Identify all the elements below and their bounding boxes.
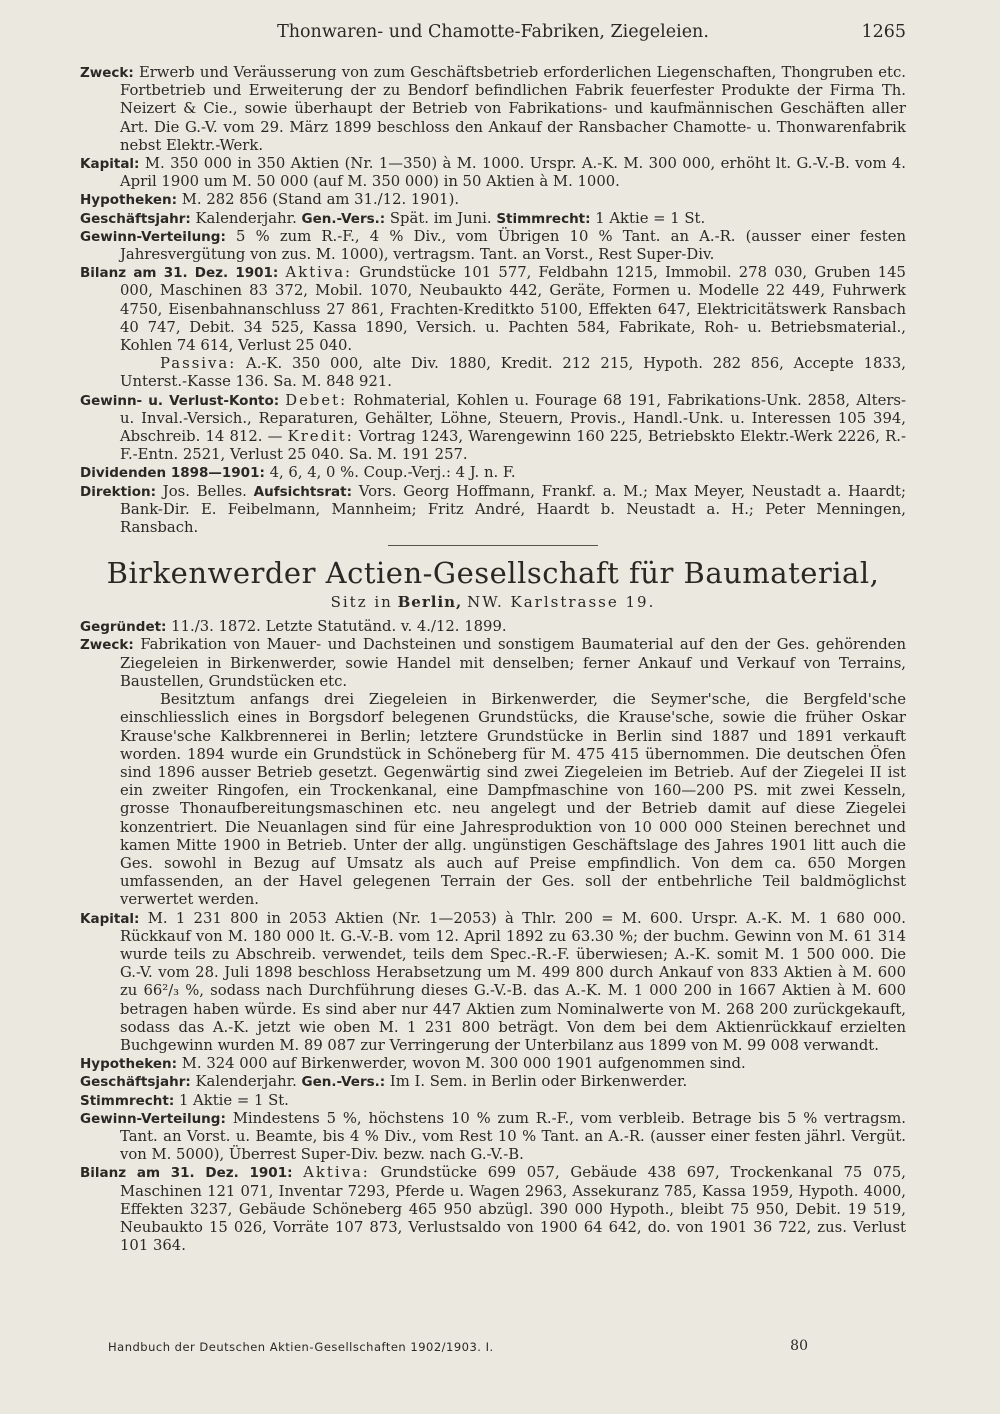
zweck-text: Fabrikation von Mauer- und Dachsteinen und sonstigem Baumaterial auf den der Ges. gehörenden Ziegeleien in Birkenwerder, sowie Handel mit denselben; ferner Ankauf und Verkauf von Terrains, Baustellen, Grundstücken etc. [120,636,906,690]
aktiva-label: Aktiva: [285,264,353,282]
direktion-label: Direktion: [80,483,156,500]
kapital-label: Kapital: [80,910,140,927]
genvers-text: Spät. im Juni. [389,209,492,227]
hypotheken-text: M. 282 856 (Stand am 31./12. 1901). [181,191,460,209]
direktion-text: Jos. Belles. [162,482,247,500]
kapital-text: M. 350 000 in 350 Aktien (Nr. 1—350) à M. 1000. Urspr. A.-K. M. 300 000, erhöht lt. G.-V.-B. vom 4. April 1900 um M. 50 000 (auf M. 350 000) in 50 Aktien à M. 1000. [120,155,906,191]
entry1-hypotheken [80,191,906,209]
entry1-gewinn [80,228,906,264]
entry2-bilanz [80,1164,906,1255]
entry1-dividenden [80,464,906,482]
zweck-label: Zweck: [80,637,134,654]
signature-mark: 80 [790,1338,808,1354]
stimmrecht-label: Stimmrecht: [80,1092,175,1109]
sitz-address: NW. Karlstrasse 19. [467,593,656,612]
bilanz-label: Bilanz am 31. Dez. 1901: [80,1165,293,1182]
aufsichtsrat-text: Vors. Georg Hoffmann, Frankf. a. M.; Max Meyer, Neustadt a. Haardt; Bank-Dir. E. Feibelmann, Mannheim; Fritz André, Haardt b. Neustadt a. H.; Peter Menningen, Ransbach. [120,482,906,537]
running-header [80,22,906,50]
page-body [80,64,906,1255]
geschaeftsjahr-label: Geschäftsjahr: [80,210,191,227]
running-title: Thonwaren- und Chamotte-Fabriken, Ziegeleien. [277,22,709,42]
entry2-gewinn [80,1110,906,1165]
dividenden-label: Dividenden 1898—1901: [80,465,265,482]
company-seat [80,592,906,612]
entry1-bilanz [80,264,906,355]
entry2-kapital [80,910,906,1056]
gegruendet-text: 11./3. 1872. Letzte Statutänd. v. 4./12. 1899. [171,618,507,636]
entry2-gegruendet [80,618,906,636]
entry2-zweck [80,636,906,691]
dividenden-text: 4, 6, 4, 0 %. Coup.-Verj.: 4 J. n. F. [269,464,516,482]
genvers-text: Im I. Sem. in Berlin oder Birkenwerder. [389,1073,688,1091]
section-divider [388,545,598,546]
aufsichtsrat-label: Aufsichtsrat: [253,483,352,500]
publication-line: Handbuch der Deutschen Aktien-Gesellschaften 1902/1903. I. [108,1340,494,1354]
kapital-text: M. 1 231 800 in 2053 Aktien (Nr. 1—2053) à Thlr. 200 = M. 600. Urspr. A.-K. M. 1 680 000. Rückkauf von M. 180 000 lt. G.-V.-B. vom 12. April 1892 zu 63.30 %; der buchm. Gewinn von M. 61 314 wurde teils zu Abschreib. verwendet, teils dem Spec.-R.-F. überwiesen; A.-K. somit M. 1 500 000. Die G.-V. vom 28. Juli 1898 beschloss Herabsetzung um M. 499 800 durch Ankauf von 833 Aktien à M. 600 zu 66²/₃ %, sodass nach Durchführung dieses G.-V.-B. das A.-K. M. 1 000 200 in 1667 Aktien à M. 600 betragen haben würde. Es sind aber nur 447 Aktien zum Nominalwerte von M. 268 200 zurückgekauft, sodass das A.-K. jetzt wie oben M. 1 231 800 beträgt. Von dem bei dem Aktienrückkauf erzielten Buchgewinn wurden M. 89 087 zur Verringerung der Unterbilanz aus 1899 von M. 99 008 verwandt. [120,909,906,1054]
entry1-guv [80,392,906,465]
besitztum-text: Besitztum anfangs drei Ziegeleien in Birkenwerder, die Seymer'sche, die Bergfeld'sche einschliesslich eines in Borgsdorf belegenen Grundstücks, die Krause'sche, sowie die früher Oskar Krause'sche Kalkbrennerei in Berlin; letztere Grundstücke in Berlin sind 1887 und 1891 verkauft worden. 1894 wurde ein Grundstück in Schöneberg für M. 475 415 übernommen. Die deutschen Öfen sind 1896 ausser Betrieb gesetzt. Gegenwärtig sind zwei Ziegeleien im Betrieb. Auf der Ziegelei II ist ein zweiter Ringofen, ein Trockenkanal, eine Dampfmaschine von 160—200 PS. mit zwei Kesseln, grosse Thonaufbereitungsmaschinen etc. neu angelegt und der Betrieb damit auf diese Ziegelei konzentriert. Die Neuanlagen sind für eine Jahresproduktion von 10 000 000 Steinen berechnet und kamen Mitte 1900 in Betrieb. Unter der allg. ungünstigen Geschäftslage des Jahres 1901 litt auch die Ges. sowohl in Bezug auf Umsatz als auch auf Preise empfindlich. Von dem ca. 650 Morgen umfassenden, an der Havel gelegenen Terrain der Ges. soll der entbehrliche Teil baldmöglichst verwertet werden. [120,691,906,909]
aktiva-text: Grundstücke 699 057, Gebäude 438 697, Trockenkanal 75 075, Maschinen 121 071, Inventar 7293, Pferde u. Wagen 2963, Assekuranz 785, Kassa 1959, Hypoth. 4000, Effekten 3237, Gebäude Schöneberg 465 950 abzügl. 390 000 Hypoth., bleibt 75 950, Debit. 19 519, Neubaukto 15 026, Vorräte 107 873, Verlustsaldo von 1900 64 642, do. von 1901 36 722, zus. Verlust 101 364. [120,1164,906,1255]
company-title: Birkenwerder Actien-Gesellschaft für Baumaterial, [106,556,880,591]
debet-label: Debet: [285,391,348,409]
stimmrecht-label: Stimmrecht: [496,210,591,227]
page-footer [108,1340,808,1360]
zweck-text: Erwerb und Veräusserung von zum Geschäftsbetrieb erforderlichen Liegenschaften, Thongruben etc. Fortbetrieb und Erweiterung der zu Bendorf befindlichen Fabrik feuerfester Produkte der Firma Th. Neizert & Cie., sowie überhaupt der Betrieb von Fabrikations- und kaufmännischen Geschäften aller Art. Die G.-V. vom 29. März 1899 beschloss den Ankauf der Ransbacher Chamotte- u. Thonwarenfabrik nebst Elektr.-Werk. [120,64,906,154]
genvers-label: Gen.-Vers.: [301,210,386,227]
gewinn-text: Mindestens 5 %, höchstens 10 % zum R.-F., vom verbleib. Betrage bis 5 % vertragsm. Tant. an Vorst. u. Beamte, bis 4 % Div., vom Rest 10 % Tant. an A.-R. (ausser einer festen jährl. Vergüt. von M. 5000), Überrest Super-Div. bezw. nach G.-V.-B. [120,1109,906,1164]
kapital-label: Kapital: [80,156,140,173]
entry2-besitztum [80,691,906,909]
entry1-passiva [80,355,906,391]
gewinn-label: Gewinn-Verteilung: [80,228,226,245]
stimmrecht-text: 1 Aktie = 1 St. [595,209,706,227]
hypotheken-label: Hypotheken: [80,192,178,209]
entry1-kapital [80,155,906,191]
passiva-label: Passiva: [160,355,237,373]
hypotheken-text: M. 324 000 auf Birkenwerder, wovon M. 300 000 1901 aufgenommen sind. [181,1055,746,1073]
gegruendet-label: Gegründet: [80,619,167,636]
sitz-prefix: Sitz in [330,593,393,612]
guv-label: Gewinn- u. Verlust-Konto: [80,392,280,409]
zweck-label: Zweck: [80,65,134,81]
entry2-hypotheken [80,1055,906,1073]
stimmrecht-text: 1 Aktie = 1 St. [178,1091,289,1109]
sitz-city: Berlin, [397,593,463,612]
entry1-direktion [80,483,906,538]
geschaeftsjahr-label: Geschäftsjahr: [80,1074,191,1091]
entry1-zweck [80,64,906,155]
entry2-stimmrecht [80,1092,906,1110]
bilanz-label: Bilanz am 31. Dez. 1901: [80,265,279,282]
kredit-label: Kredit: [287,428,354,446]
page-number: 1265 [861,22,906,42]
aktiva-label: Aktiva: [303,1164,370,1182]
aktiva-text: Grundstücke 101 577, Feldbahn 1215, Immobil. 278 030, Gruben 145 000, Maschinen 83 372, Mobil. 1070, Neubaukto 442, Geräte, Formen u. Modelle 22 449, Fuhrwerk 4750, Eisenbahnanschluss 27 861, Frachten-Kreditkto 5100, Effekten 647, Elektricitätswerk Ransbach 40 747, Debit. 34 525, Kassa 1890, Versich. u. Pachten 584, Fabrikate, Roh- u. Betriebsmaterial., Kohlen 74 614, Verlust 25 040. [120,264,906,355]
entry2-geschaeftsjahr [80,1073,906,1091]
passiva-text: A.-K. 350 000, alte Div. 1880, Kredit. 212 215, Hypoth. 282 856, Accepte 1833, Unterst.-Kasse 136. Sa. M. 848 921. [120,355,906,391]
entry1-geschaeftsjahr [80,210,906,228]
debet-text: Rohmaterial, Kohlen u. Fourage 68 191, Fabrikations-Unk. 2858, Alters- u. Inval.-Versich., Reparaturen, Gehälter, Löhne, Steuern, Provis., Handl.-Unk. u. Interessen 105 394, Abschreib. 14 812. — [120,391,906,446]
gewinn-text: 5 % zum R.-F., 4 % Div., vom Übrigen 10 % Tant. an A.-R. (ausser einer festen Jahresvergütung von zus. M. 1000), vertragsm. Tant. an Vorst., Rest Super-Div. [120,227,906,264]
geschaeftsjahr-text: Kalenderjahr. [195,209,297,227]
gewinn-label: Gewinn-Verteilung: [80,1110,226,1127]
kredit-text: Vortrag 1243, Warengewinn 160 225, Betriebskto Elektr.-Werk 2226, R.-F.-Entn. 2521, Verlust 25 040. Sa. M. 191 257. [120,428,906,464]
geschaeftsjahr-text: Kalenderjahr. [195,1073,297,1091]
genvers-label: Gen.-Vers.: [301,1074,386,1091]
hypotheken-label: Hypotheken: [80,1056,178,1073]
